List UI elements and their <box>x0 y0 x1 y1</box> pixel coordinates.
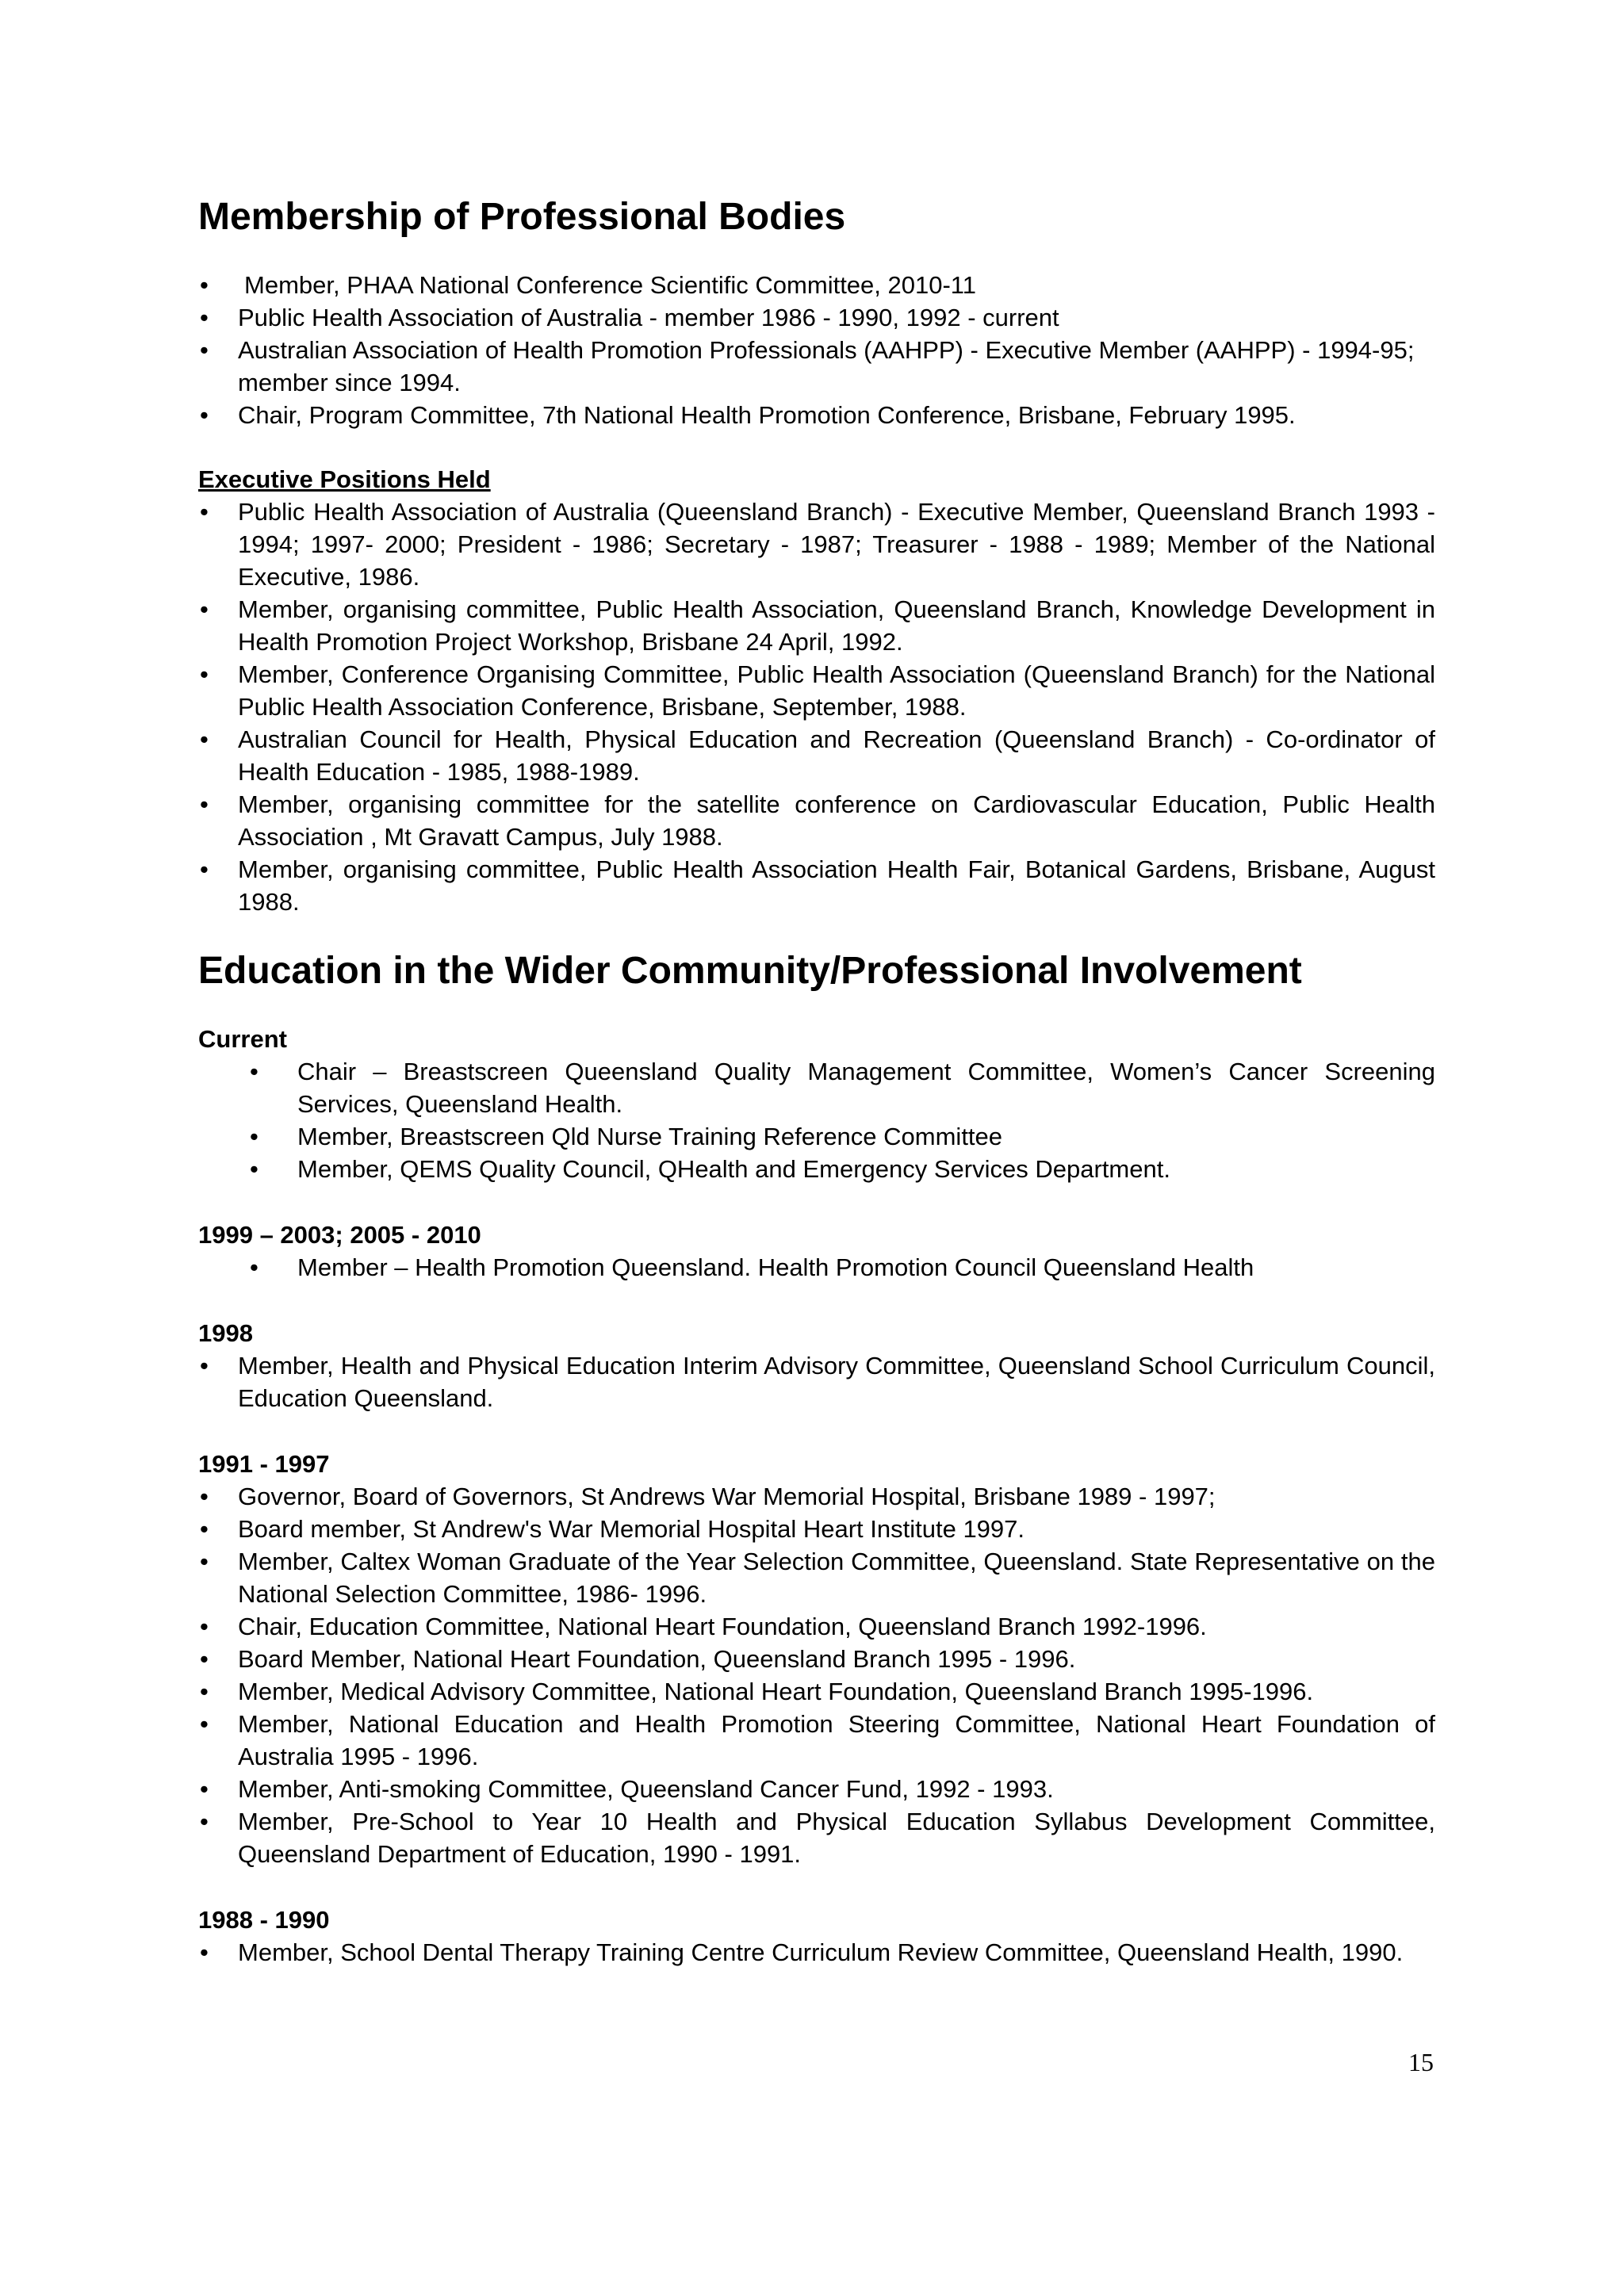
executive-item: • Member, organising committee for the satellite conference on Cardiovascular Education, Public Health Association , Mt Gravatt Campus, July 1988. <box>198 788 1435 853</box>
membership-list <box>198 269 1435 431</box>
period-1991-label: 1991 - 1997 <box>198 1450 330 1478</box>
period-1999-item: • Member – Health Promotion Queensland. Health Promotion Council Queensland Health <box>198 1251 1435 1284</box>
current-item: • Member, QEMS Quality Council, QHealth and Emergency Services Department. <box>198 1153 1435 1185</box>
membership-item: • Australian Association of Health Promotion Professionals (AAHPP) - Executive Member (AAHPP) - 1994-95; member since 1994. <box>198 334 1435 399</box>
period-1991-item: • Board Member, National Heart Foundation, Queensland Branch 1995 - 1996. <box>198 1643 1435 1675</box>
period-1991-item: • Board member, St Andrew's War Memorial Hospital Heart Institute 1997. <box>198 1513 1435 1545</box>
current-item: • Member, Breastscreen Qld Nurse Training Reference Committee <box>198 1120 1435 1153</box>
membership-item: • Chair, Program Committee, 7th National Health Promotion Conference, Brisbane, February 1995. <box>198 399 1435 431</box>
executive-positions-heading: Executive Positions Held <box>198 465 491 493</box>
membership-heading: Membership of Professional Bodies <box>198 196 846 238</box>
period-1988-list <box>198 1936 1435 1969</box>
period-1991-item: • Chair, Education Committee, National Heart Foundation, Queensland Branch 1992-1996. <box>198 1610 1435 1643</box>
executive-item: • Public Health Association of Australia (Queensland Branch) - Executive Member, Queensland Branch 1993 - 1994; 1997- 2000; President - 1986; Secretary - 1987; Treasurer - 1988 - 1989; Member of the National Executive, 1986. <box>198 496 1435 593</box>
period-1991-item: • Member, Pre-School to Year 10 Health and Physical Education Syllabus Development Committee, Queensland Department of Education, 1990 - 1991. <box>198 1805 1435 1870</box>
period-1991-item: • Member, Anti-smoking Committee, Queensland Cancer Fund, 1992 - 1993. <box>198 1773 1435 1805</box>
membership-item: • Member, PHAA National Conference Scientific Committee, 2010-11 <box>198 269 1435 301</box>
executive-item: • Member, organising committee, Public Health Association, Queensland Branch, Knowledge Development in Health Promotion Project Workshop, Brisbane 24 April, 1992. <box>198 593 1435 658</box>
period-1991-item: • Member, Medical Advisory Committee, National Heart Foundation, Queensland Branch 1995-1996. <box>198 1675 1435 1708</box>
period-1998-item: • Member, Health and Physical Education Interim Advisory Committee, Queensland School Curriculum Council, Education Queensland. <box>198 1349 1435 1414</box>
period-1999-list <box>198 1251 1435 1284</box>
membership-item: • Public Health Association of Australia - member 1986 - 1990, 1992 - current <box>198 301 1435 334</box>
period-1991-item: • Member, National Education and Health Promotion Steering Committee, National Heart Foundation of Australia 1995 - 1996. <box>198 1708 1435 1773</box>
period-1998-label: 1998 <box>198 1319 253 1347</box>
current-list <box>198 1055 1435 1185</box>
period-1999-label: 1999 – 2003; 2005 - 2010 <box>198 1221 481 1249</box>
period-1988-label: 1988 - 1990 <box>198 1906 330 1934</box>
education-heading: Education in the Wider Community/Professional Involvement <box>198 950 1302 992</box>
current-item: • Chair – Breastscreen Queensland Quality Management Committee, Women’s Cancer Screening Services, Queensland Health. <box>198 1055 1435 1120</box>
period-1991-item: • Governor, Board of Governors, St Andrews War Memorial Hospital, Brisbane 1989 - 1997; <box>198 1480 1435 1513</box>
period-1991-item: • Member, Caltex Woman Graduate of the Year Selection Committee, Queensland. State Representative on the National Selection Committee, 1986- 1996. <box>198 1545 1435 1610</box>
executive-item: • Australian Council for Health, Physical Education and Recreation (Queensland Branch) - Co-ordinator of Health Education - 1985, 1988-1989. <box>198 723 1435 788</box>
page-content <box>198 194 1435 1969</box>
page-number: 15 <box>1408 2048 1434 2076</box>
executive-item: • Member, Conference Organising Committee, Public Health Association (Queensland Branch) for the National Public Health Association Conference, Brisbane, September, 1988. <box>198 658 1435 723</box>
executive-positions-list <box>198 496 1435 918</box>
executive-item: • Member, organising committee, Public Health Association Health Fair, Botanical Gardens, Brisbane, August 1988. <box>198 853 1435 918</box>
period-1998-list <box>198 1349 1435 1414</box>
current-label: Current <box>198 1025 287 1053</box>
period-1991-list <box>198 1480 1435 1870</box>
period-1988-item: • Member, School Dental Therapy Training Centre Curriculum Review Committee, Queensland Health, 1990. <box>198 1936 1435 1969</box>
